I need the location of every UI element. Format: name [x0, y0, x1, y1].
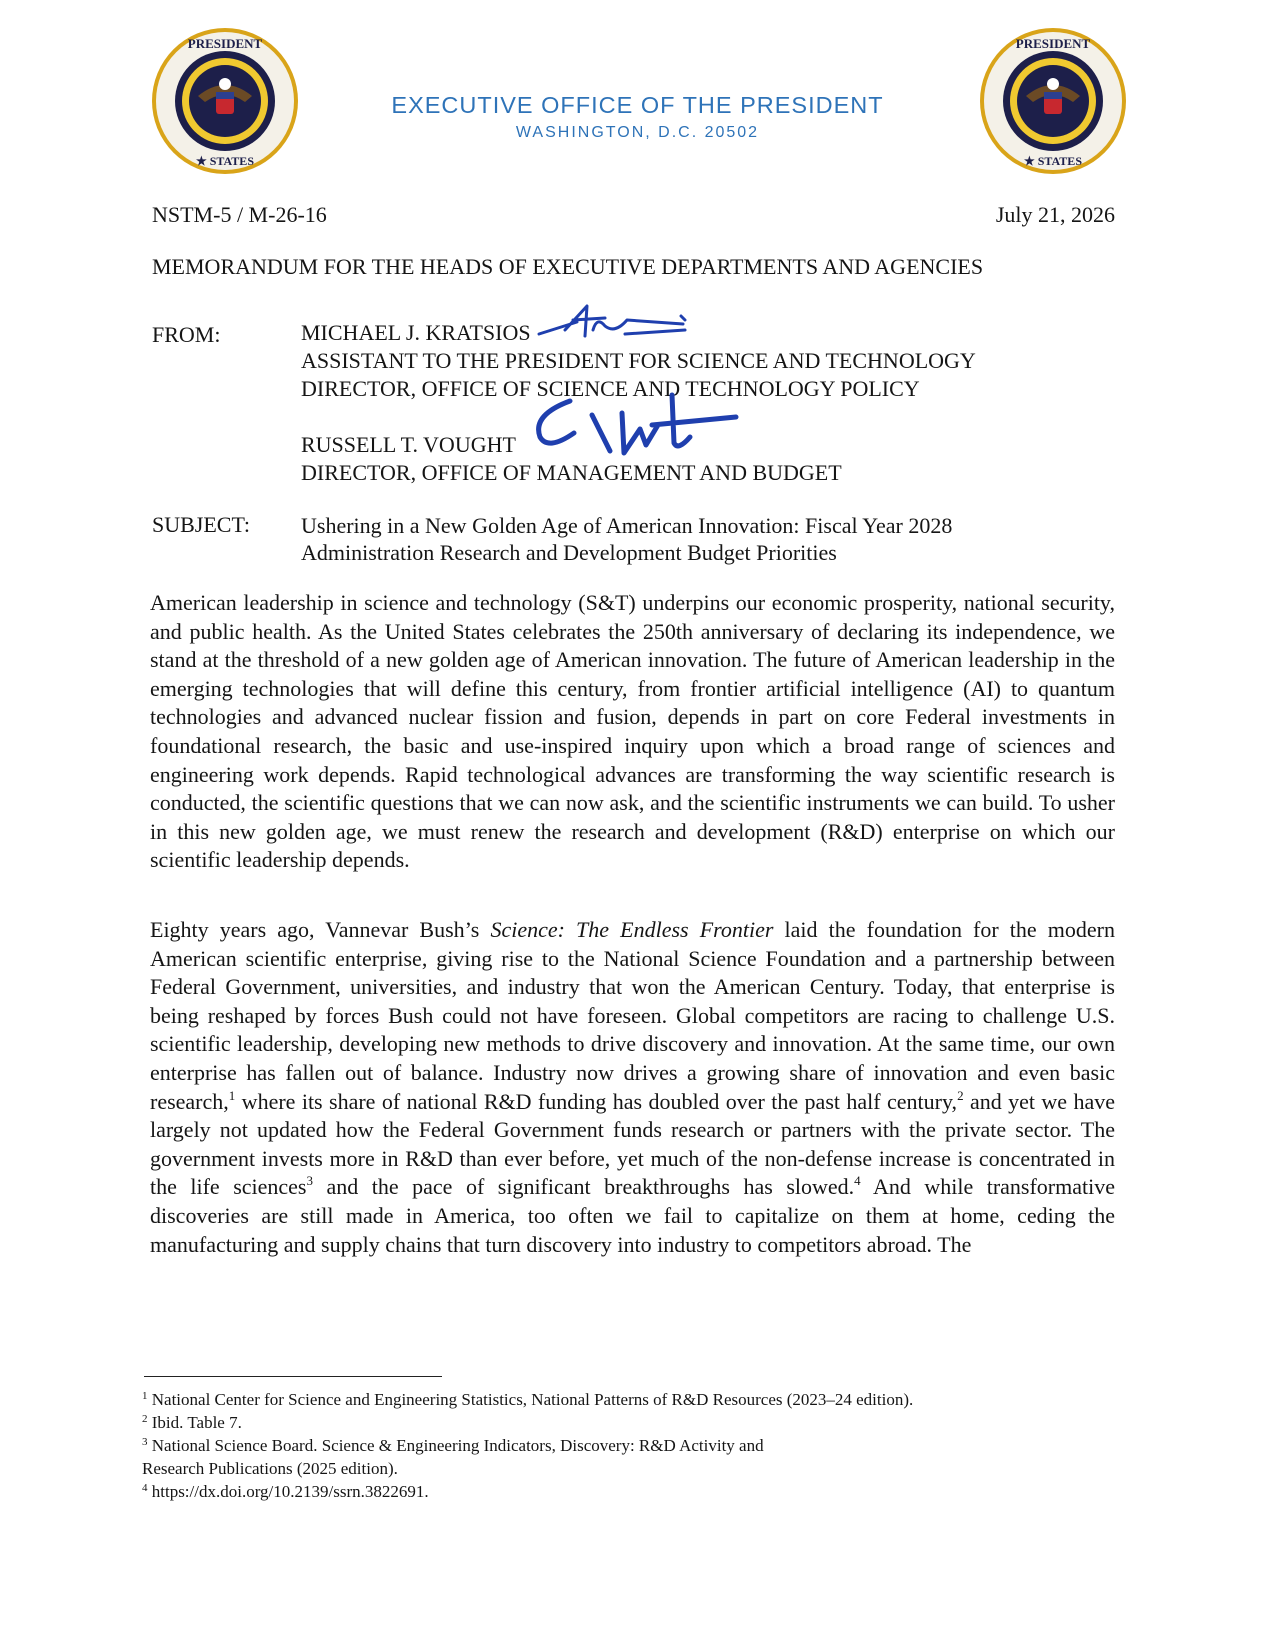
- document-number: NSTM-5 / M-26-16: [152, 202, 327, 227]
- omb-seal-icon: [150, 26, 300, 176]
- footnote-divider: [144, 1376, 442, 1377]
- footnote-ref-1: 1: [228, 1087, 236, 1103]
- from-label: FROM:: [152, 322, 221, 347]
- subject-label: SUBJECT:: [152, 512, 250, 537]
- svg-text:★ STATES: ★ STATES: [195, 154, 255, 168]
- sender2-title1: DIRECTOR, OFFICE OF MANAGEMENT AND BUDGET: [301, 460, 842, 485]
- subject-line2: Administration Research and Development Budget Priorities: [301, 540, 837, 565]
- body-paragraph-2: Eighty years ago, Vannevar Bush’s Science: The Endless Frontier laid the foundation for the modern American scientific enterprise, giving rise to the National Science Foundation and a partnership between Federal Government, universities, and industry that won the American Century. Today, that enterprise is being reshaped by forces Bush could not have foreseen. Global competitors are racing to challenge U.S. scientific leadership, developing new methods to drive discovery and innovation. At the same time, our own enterprise has fallen out of balance. Industry now drives a growing share of innovation and even basic research,$^1$ where its share of national R&D funding has doubled over the past half century,$^2$ and yet we have largely not updated how the Federal Government funds research or partners with the private sector. The government invests more in R&D than ever before, yet much of the non-defense increase is concentrated in the life sciences$^3$ and the pace of significant breakthroughs has slowed.$^4$ And while transformative discoveries are still made in America, too often we fail to capitalize on them at home, ceding the manufacturing and supply chains that turn discovery into industry to competitors abroad. The: [150, 917, 1116, 1257]
- sender1-title1: ASSISTANT TO THE PRESIDENT FOR SCIENCE AND TECHNOLOGY: [301, 348, 976, 373]
- footnote-3: $^3$ National Science Board. Science & Engineering Indicators, Discovery: R&D Activity and: [142, 1436, 764, 1455]
- vought-signature: [512, 385, 742, 465]
- footnote-ref-4: 4: [854, 1173, 861, 1189]
- seal-left-top-text: PRESIDENT: [187, 36, 263, 51]
- memo-date: July 21, 2026: [995, 202, 1115, 227]
- sender1-name: MICHAEL J. KRATSIOS: [301, 320, 531, 345]
- memo-addressee: MEMORANDUM FOR THE HEADS OF EXECUTIVE DEPARTMENTS AND AGENCIES: [152, 254, 984, 279]
- kratsios-signature: [535, 300, 695, 350]
- footnote-2: $^2$ Ibid. Table 7.: [142, 1413, 242, 1432]
- footnote-ref-3: 3: [306, 1173, 313, 1189]
- subject-line1: Ushering in a New Golden Age of American Innovation: Fiscal Year 2028: [301, 513, 953, 538]
- letterhead-address: WASHINGTON, D.C. 20502: [515, 124, 760, 141]
- svg-text:★ STATES: ★ STATES: [1023, 154, 1083, 168]
- svg-text:PRESIDENT: PRESIDENT: [1015, 36, 1091, 51]
- footnote-3-continued: Research Publications (2025 edition).: [142, 1459, 398, 1478]
- letterhead-title: EXECUTIVE OFFICE OF THE PRESIDENT: [391, 92, 884, 118]
- footnote-1: $^1$ National Center for Science and Engineering Statistics, National Patterns of R&D Resources (2023–24 edition).: [142, 1390, 914, 1409]
- ostp-seal-icon: [978, 26, 1128, 176]
- body-paragraph-1: American leadership in science and technology (S&T) underpins our economic prosperity, national security, and public health. As the United States celebrates the 250th anniversary of declaring its independence, we stand at the threshold of a new golden age of American innovation. The future of American leadership in the emerging technologies that will define this century, from frontier artificial intelligence (AI) to quantum technologies and advanced nuclear fission and fusion, depends in part on core Federal investments in foundational research, the basic and use-inspired inquiry upon which a broad range of sciences and engineering work depends. Rapid technological advances are transforming the way scientific research is conducted, the scientific questions that we can now ask, and the scientific instruments we can build. To usher in this new golden age, we must renew the research and development (R&D) enterprise on which our scientific leadership depends.: [150, 590, 1115, 873]
- book-title: Science: The Endless Frontier: [490, 917, 774, 942]
- sender2-name: RUSSELL T. VOUGHT: [301, 432, 516, 457]
- sender1-title2: DIRECTOR, OFFICE OF SCIENCE AND TECHNOLOGY POLICY: [301, 376, 920, 401]
- footnote-ref-2: 2: [957, 1087, 964, 1103]
- footnote-4: $^4$ https://dx.doi.org/10.2139/ssrn.3822691.: [142, 1482, 429, 1501]
